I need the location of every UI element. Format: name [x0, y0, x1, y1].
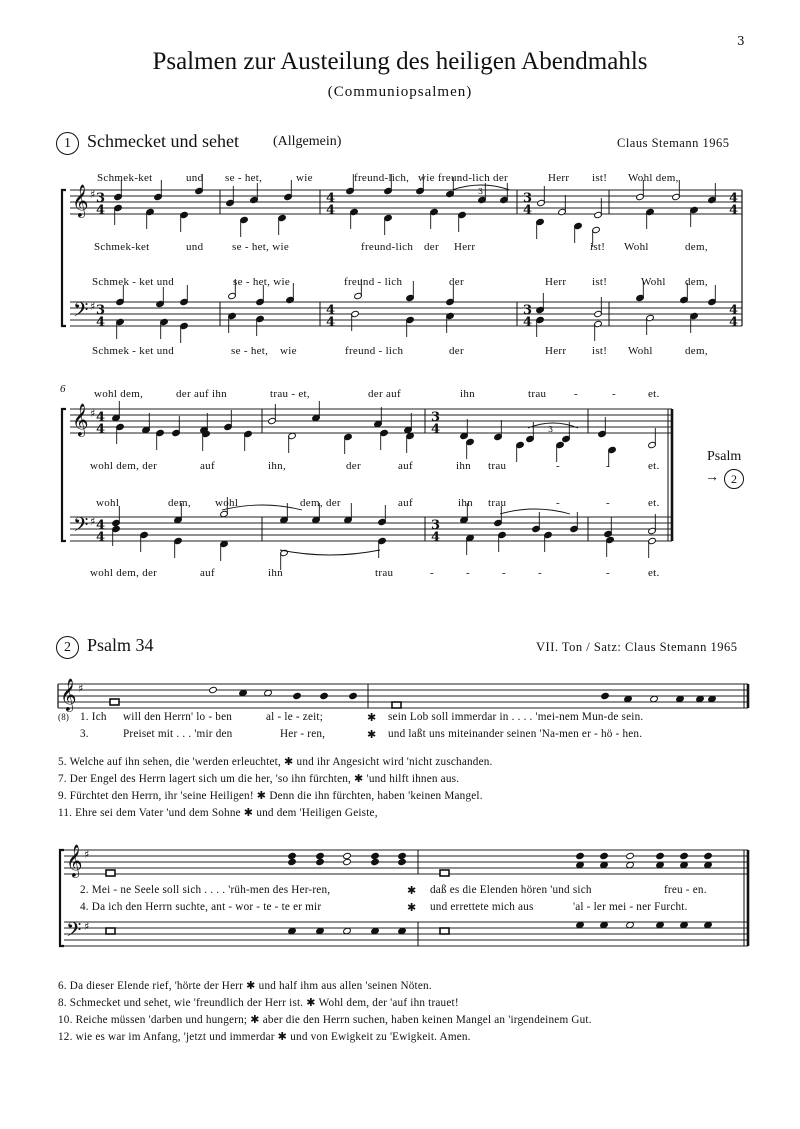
slur	[500, 509, 570, 514]
chant-2-text: daß es die Elenden hören 'und sich	[430, 884, 592, 896]
key-signature: ♯	[90, 188, 96, 201]
key-signature: ♯	[84, 920, 90, 933]
note-head	[398, 858, 407, 865]
psalm-reference-label: Psalm	[707, 449, 742, 464]
s2-alto-lyric: -	[556, 460, 560, 472]
breve-note	[106, 928, 115, 934]
note-head	[626, 852, 635, 859]
asterisk-mark: ✱	[367, 712, 377, 724]
s1-alto-lyric: Wohl	[624, 241, 649, 253]
s2-soprano-lyric: -	[612, 388, 616, 400]
section-1-number: 1	[56, 132, 79, 155]
time-signature: 3	[96, 191, 106, 206]
verse-line: 8. Schmecket und sehet, wie 'freundlich der Herr ist. ✱ Wohl dem, der 'auf ihn trauet!	[58, 997, 459, 1009]
note-head	[288, 852, 297, 859]
section-1-title: Schmecket und sehet	[87, 131, 239, 151]
chant-1-text: Preiset mit . . . 'mir den	[123, 728, 233, 740]
note-head	[601, 692, 610, 699]
time-signature: 4	[729, 191, 739, 206]
time-signature: 4	[729, 203, 739, 218]
time-signature: 4	[326, 203, 336, 218]
s2-bass-lyric: et.	[648, 567, 660, 579]
section-2-title: Psalm 34	[87, 635, 154, 655]
s2-tenor-lyric: wohl	[96, 497, 120, 509]
note-head	[371, 852, 380, 859]
note-head	[288, 858, 297, 865]
s2-tenor-lyric: et.	[648, 497, 660, 509]
key-signature: ♯	[90, 515, 96, 528]
chant-1-text: 3.	[80, 728, 89, 740]
s2-soprano-lyric: ihn	[460, 388, 475, 400]
s1-bass-lyric: freund - lich	[345, 345, 404, 357]
s1-soprano-lyric: wie	[296, 172, 313, 184]
time-signature: 3	[431, 518, 441, 533]
chant-1-text: al - le - zeit;	[266, 711, 324, 723]
s1-bass-lyric: Wohl	[628, 345, 653, 357]
verse-line: 9. Fürchtet den Herrn, ihr 'seine Heiligen! ✱ Denn die ihn fürchten, haben 'keinen Mangel.	[58, 790, 483, 802]
asterisk-mark: ✱	[367, 729, 377, 741]
treble-clef: 𝄞	[72, 403, 89, 436]
triplet-mark: 3	[548, 425, 554, 434]
s2-bass-lyric: -	[538, 567, 542, 579]
s1-tenor-lyric: dem,	[685, 276, 708, 288]
s1-bass-lyric: dem,	[685, 345, 708, 357]
s1-alto-lyric: Schmek-ket	[94, 241, 150, 253]
s1-soprano-lyric: Herr	[548, 172, 570, 184]
s2-tenor-lyric: -	[606, 497, 610, 509]
note-head	[398, 852, 407, 859]
verse-line: 6. Da dieser Elende rief, 'hörte der Herr ✱ und half ihm aus allen 'seinen Nöten.	[58, 980, 432, 992]
time-signature: 4	[96, 518, 106, 533]
s2-soprano-lyric: der auf ihn	[176, 388, 227, 400]
note-head	[704, 852, 713, 859]
section-1-subtitle: (Allgemein)	[273, 134, 342, 149]
s1-alto-lyric: ist!	[590, 241, 606, 253]
s2-tenor-lyric: dem, der	[300, 497, 341, 509]
s1-tenor-lyric: Schmek - ket und	[92, 276, 175, 288]
s2-bass-lyric: -	[430, 567, 434, 579]
note-head	[293, 692, 302, 699]
key-signature: ♯	[84, 848, 90, 861]
time-signature: 4	[523, 203, 533, 218]
time-signature: 4	[431, 530, 441, 545]
time-signature: 4	[96, 422, 106, 437]
s2-soprano-lyric: trau	[528, 388, 547, 400]
asterisk-mark: ✱	[407, 902, 417, 914]
system-bracket	[62, 190, 66, 326]
treble-clef: 𝄞	[72, 184, 89, 217]
section-2-number: 2	[56, 636, 79, 659]
s2-alto-lyric: ihn,	[268, 460, 287, 472]
psalm-reference-number: 2	[724, 469, 744, 489]
note-head	[349, 692, 358, 699]
s1-tenor-lyric: Wohl	[641, 276, 666, 288]
s2-soprano-lyric: trau - et,	[270, 388, 310, 400]
breve-note	[110, 699, 119, 705]
chant-2-text: 2. Mei - ne Seele soll sich . . . . 'rüh-men des Her-ren,	[80, 884, 331, 896]
chant-1-text: und laßt uns miteinander seinen 'Na-men er - hö - hen.	[388, 728, 643, 740]
time-signature: 4	[326, 303, 336, 318]
s2-tenor-lyric: -	[556, 497, 560, 509]
asterisk-mark: ✱	[407, 885, 417, 897]
slur	[280, 550, 380, 555]
s1-soprano-lyric: se - het,	[225, 172, 263, 184]
time-signature: 4	[96, 315, 106, 330]
note-head	[320, 692, 329, 699]
s2-alto-lyric: trau	[488, 460, 507, 472]
s1-tenor-lyric: der	[449, 276, 464, 288]
breve-note	[106, 870, 115, 876]
s1-alto-lyric: Herr	[454, 241, 476, 253]
measure-number: 6	[60, 383, 66, 395]
s1-alto-lyric: und	[186, 241, 204, 253]
breve-note	[440, 870, 449, 876]
s1-soprano-lyric: freund-lich,	[354, 172, 410, 184]
s2-alto-lyric: -	[606, 460, 610, 472]
s2-soprano-lyric: -	[574, 388, 578, 400]
s1-soprano-lyric: Wohl dem,	[628, 172, 679, 184]
s2-tenor-lyric: dem,	[168, 497, 191, 509]
time-signature: 3	[523, 303, 533, 318]
time-signature: 3	[523, 191, 533, 206]
system-bracket	[62, 409, 66, 541]
s2-alto-lyric: ihn	[456, 460, 471, 472]
note-head	[316, 852, 325, 859]
note-head	[343, 858, 352, 865]
s1-tenor-lyric: se - het, wie	[233, 276, 291, 288]
chant-1-text: Her - ren,	[280, 728, 326, 740]
time-signature: 4	[96, 530, 106, 545]
s1-bass-lyric: Schmek - ket und	[92, 345, 175, 357]
s2-soprano-lyric: et.	[648, 388, 660, 400]
system-bracket	[60, 850, 64, 946]
section-1-credit: Claus Stemann 1965	[617, 136, 730, 150]
chant-2-text: und errettete mich aus	[430, 901, 534, 913]
s2-soprano-lyric: der auf	[368, 388, 401, 400]
breve-note	[440, 928, 449, 934]
time-signature: 4	[96, 203, 106, 218]
s2-bass-lyric: auf	[200, 567, 215, 579]
page-subtitle: (Communiopsalmen)	[327, 84, 473, 100]
chant-2-text: freu - en.	[664, 884, 707, 896]
s2-bass-lyric: trau	[375, 567, 394, 579]
key-signature: ♯	[90, 300, 96, 313]
page-title: Psalmen zur Austeilung des heiligen Abendmahls	[152, 48, 648, 75]
s1-soprano-lyric: wie freund-lich der	[418, 172, 508, 184]
s2-alto-lyric: auf	[200, 460, 215, 472]
s1-bass-lyric: ist!	[592, 345, 608, 357]
note-head	[209, 686, 218, 693]
s1-alto-lyric: se - het, wie	[232, 241, 290, 253]
bass-clef: 𝄢	[73, 513, 89, 541]
bass-clef: 𝄢	[73, 298, 89, 326]
note-head	[576, 852, 585, 859]
s2-bass-lyric: -	[502, 567, 506, 579]
chant-1-text: sein Lob soll immerdar in . . . . 'mei-nem Mun-de sein.	[388, 711, 644, 723]
s1-soprano-lyric: Schmek-ket	[97, 172, 153, 184]
time-signature: 3	[431, 410, 441, 425]
time-signature: 4	[729, 303, 739, 318]
triplet-mark: 3	[478, 187, 484, 196]
s2-soprano-lyric: wohl dem,	[94, 388, 144, 400]
section-2-credit: VII. Ton / Satz: Claus Stemann 1965	[536, 640, 738, 654]
note-head	[371, 858, 380, 865]
verse-line: 7. Der Engel des Herrn lagert sich um die her, 'so ihn fürchten, ✱ 'und hilft ihnen aus.	[58, 773, 460, 785]
page-number: 3	[737, 34, 745, 48]
s2-tenor-lyric: auf	[398, 497, 413, 509]
s1-bass-lyric: se - het,	[231, 345, 269, 357]
chant-2-text: 4. Da ich den Herrn suchte, ant - wor - te - te er mir	[80, 901, 322, 913]
chant-1-text: 1. Ich	[80, 711, 107, 723]
s2-alto-lyric: auf	[398, 460, 413, 472]
note-head	[600, 852, 609, 859]
note-head	[316, 858, 325, 865]
s1-tenor-lyric: freund - lich	[344, 276, 403, 288]
note-head	[680, 852, 689, 859]
verse-line: 10. Reiche müssen 'darben und hungern; ✱ aber die den Herrn suchen, haben keinen Mangel an 'irgendeinem Gut.	[58, 1014, 592, 1026]
s1-bass-lyric: der	[449, 345, 464, 357]
s1-alto-lyric: dem,	[685, 241, 708, 253]
time-signature: 4	[431, 422, 441, 437]
note-head	[343, 852, 352, 859]
s1-soprano-lyric: und	[186, 172, 204, 184]
note-head	[656, 852, 665, 859]
time-signature: 4	[729, 315, 739, 330]
verse-line: 12. wie es war im Anfang, 'jetzt und immerdar ✱ und von Ewigkeit zu 'Ewigkeit. Amen.	[58, 1031, 471, 1043]
chant-2-text: 'al - ler mei - ner Furcht.	[573, 901, 688, 913]
s2-bass-lyric: ihn	[268, 567, 283, 579]
chant-1-text: will den Herrn' lo - ben	[123, 711, 233, 723]
time-signature: 4	[326, 315, 336, 330]
s2-tenor-lyric: wohl	[215, 497, 239, 509]
s2-bass-lyric: -	[606, 567, 610, 579]
slur	[222, 505, 302, 510]
time-signature: 4	[96, 410, 106, 425]
s1-bass-lyric: wie	[280, 345, 297, 357]
s2-alto-lyric: et.	[648, 460, 660, 472]
time-signature: 3	[96, 303, 106, 318]
arrow-right-icon: →	[705, 470, 719, 485]
bass-clef: 𝄢	[66, 918, 82, 946]
s2-tenor-lyric: ihn	[458, 497, 473, 509]
s1-alto-lyric: der	[424, 241, 439, 253]
s2-tenor-lyric: trau	[488, 497, 507, 509]
octave-marker: (8)	[58, 712, 70, 722]
s1-tenor-lyric: Herr	[545, 276, 567, 288]
verse-line: 11. Ehre sei dem Vater 'und dem Sohne ✱ und dem 'Heiligen Geiste,	[58, 807, 378, 819]
s2-bass-lyric: wohl dem, der	[90, 567, 158, 579]
s2-bass-lyric: -	[466, 567, 470, 579]
s2-alto-lyric: wohl dem, der	[90, 460, 158, 472]
time-signature: 4	[523, 315, 533, 330]
key-signature: ♯	[90, 407, 96, 420]
treble-clef: 𝄞	[60, 678, 77, 711]
s1-bass-lyric: Herr	[545, 345, 567, 357]
time-signature: 4	[326, 191, 336, 206]
s1-tenor-lyric: ist!	[592, 276, 608, 288]
s2-alto-lyric: der	[346, 460, 361, 472]
s1-soprano-lyric: ist!	[592, 172, 608, 184]
s1-alto-lyric: freund-lich	[361, 241, 414, 253]
breve-note	[392, 702, 401, 708]
verse-line: 5. Welche auf ihn sehen, die 'werden erleuchtet, ✱ und ihr Angesicht wird 'nicht zuschanden.	[58, 756, 493, 768]
treble-clef: 𝄞	[66, 844, 83, 877]
key-signature: ♯	[78, 682, 84, 695]
